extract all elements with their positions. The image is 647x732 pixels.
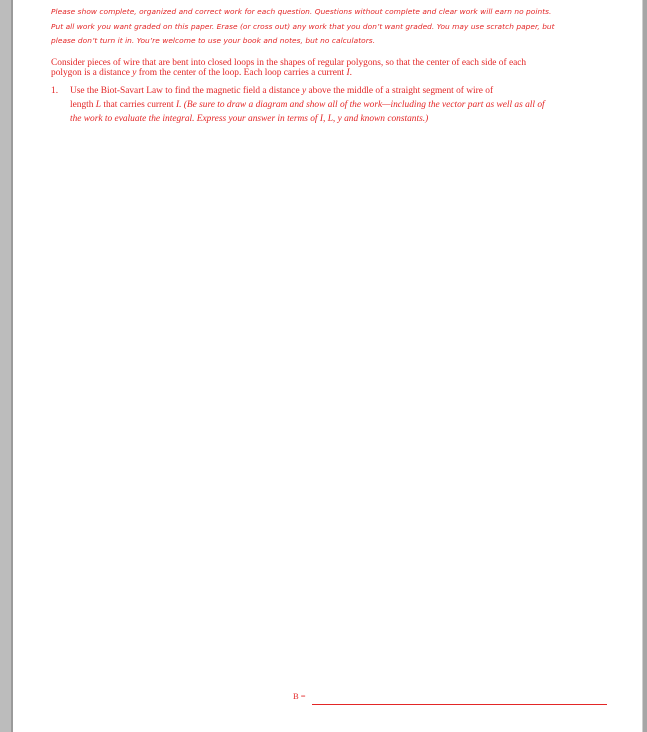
instructions-line-1: Please show complete, organized and correct work for each question. Questions without complete and clear work will earn no points. [51,7,552,16]
intro-text: from the center of the loop. Each loop carries a current [136,68,347,79]
intro-text: polygon is a distance [51,68,133,79]
viewer-right-border [643,0,647,732]
variable-I: I [346,68,350,79]
question-text: length [70,100,96,110]
variable-y: y [132,68,137,79]
question-body [70,84,610,126]
question-line-3: the work to evaluate the integral. Express your answer in terms of I, L, y and known constants.) [70,114,429,124]
instructions [51,5,616,49]
intro-text: . [349,68,352,79]
answer-line[interactable] [312,704,607,705]
intro-line-1: Consider pieces of wire that are bent into closed loops in the shapes of regular polygons, so that the center of each side of each [51,58,527,68]
instructions-line-2: Put all work you want graded on this paper. Erase (or cross out) any work that you don’t want graded. You may use scratch paper, but [51,21,555,31]
question-text: that carries current [101,100,176,110]
viewer-left-border [0,0,13,732]
instructions-line-3: please don’t turn it in. You’re welcome to use your book and notes, but no calculators. [51,36,376,45]
question-number: 1. [51,86,59,96]
exam-page [15,0,642,732]
question-text: Use the Biot-Savart Law to find the magnetic field a distance [70,86,302,96]
variable-y: y [301,86,307,96]
question-line-1 [70,84,610,98]
answer-label: B = [293,691,306,701]
question-text: above the middle of a straight segment of wire of [306,86,494,96]
question-line-2 [70,98,610,112]
question-instruction: . (Be sure to draw a diagram and show all of the work—including the vector part as well as all of [179,100,545,110]
problem-intro [51,58,611,79]
intro-line-2 [51,68,611,78]
answer-field [293,691,306,701]
variable-I: I [175,100,180,110]
variable-L: L [95,100,101,110]
